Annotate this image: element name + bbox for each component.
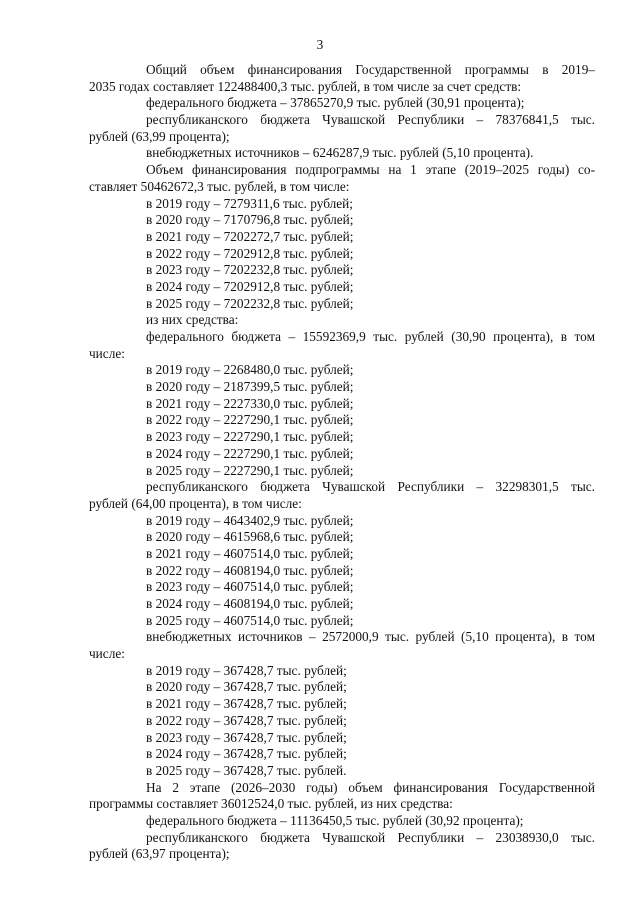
text-line: в 2022 году – 4608194,0 тыс. рублей;: [146, 562, 354, 578]
text-line: рублей (63,99 процента);: [89, 128, 230, 144]
text-line: республиканского бюджета Чувашской Республики – 32298301,5 тыс.: [146, 479, 595, 495]
text-line: в 2022 году – 2227290,1 тыс. рублей;: [146, 412, 354, 428]
text-line: в 2020 году – 367428,7 тыс. рублей;: [146, 679, 347, 695]
text-line: Объем финансирования подпрограммы на 1 этапе (2019–2025 годы) со-: [146, 162, 595, 178]
document-body: [89, 62, 595, 863]
text-line: в 2021 году – 7202272,7 тыс. рублей;: [146, 228, 354, 244]
text-line: числе:: [89, 345, 125, 361]
text-line: в 2024 году – 7202912,8 тыс. рублей;: [146, 278, 354, 294]
text-line: в 2021 году – 2227330,0 тыс. рублей;: [146, 395, 354, 411]
text-line: из них средства:: [146, 312, 239, 328]
text-line: в 2025 году – 4607514,0 тыс. рублей;: [146, 612, 354, 628]
text-line: в 2019 году – 4643402,9 тыс. рублей;: [146, 512, 354, 528]
text-line: в 2023 году – 367428,7 тыс. рублей;: [146, 729, 347, 745]
text-line: программы составляет 36012524,0 тыс. рублей, из них средства:: [89, 796, 453, 812]
text-line: в 2019 году – 7279311,6 тыс. рублей;: [146, 195, 353, 211]
text-line: в 2025 году – 367428,7 тыс. рублей.: [146, 762, 347, 778]
text-line: республиканского бюджета Чувашской Республики – 78376841,5 тыс.: [146, 112, 595, 128]
text-line: рублей (63,97 процента);: [89, 846, 230, 862]
text-line: в 2023 году – 2227290,1 тыс. рублей;: [146, 429, 354, 445]
text-line: ставляет 50462672,3 тыс. рублей, в том числе:: [89, 178, 350, 194]
text-line: в 2024 году – 4608194,0 тыс. рублей;: [146, 596, 354, 611]
text-line: в 2024 году – 367428,7 тыс. рублей;: [146, 746, 347, 762]
text-line: На 2 этапе (2026–2030 годы) объем финансирования Государственной: [146, 779, 595, 795]
text-line: в 2019 году – 367428,7 тыс. рублей;: [146, 662, 347, 678]
text-line: в 2020 году – 4615968,6 тыс. рублей;: [146, 529, 354, 545]
text-line: в 2020 году – 2187399,5 тыс. рублей;: [146, 379, 354, 395]
text-line: Общий объем финансирования Государственной программы в 2019–: [146, 62, 595, 77]
text-line: числе:: [89, 646, 125, 662]
text-line: федерального бюджета – 37865270,9 тыс. рублей (30,91 процента);: [146, 95, 525, 111]
text-line: в 2025 году – 7202232,8 тыс. рублей;: [146, 295, 354, 311]
text-line: внебюджетных источников – 2572000,9 тыс. рублей (5,10 процента), в том: [146, 629, 595, 645]
text-line: в 2022 году – 367428,7 тыс. рублей;: [146, 712, 347, 728]
text-line: в 2020 году – 7170796,8 тыс. рублей;: [146, 212, 354, 228]
text-line: в 2019 году – 2268480,0 тыс. рублей;: [146, 362, 354, 378]
text-line: в 2023 году – 4607514,0 тыс. рублей;: [146, 579, 354, 595]
text-line: в 2024 году – 2227290,1 тыс. рублей;: [146, 445, 354, 461]
text-line: республиканского бюджета Чувашской Республики – 23038930,0 тыс.: [146, 829, 595, 845]
text-line: в 2021 году – 4607514,0 тыс. рублей;: [146, 545, 354, 561]
page-number: 3: [316, 37, 324, 52]
text-line: в 2022 году – 7202912,8 тыс. рублей;: [146, 245, 354, 261]
text-line: рублей (64,00 процента), в том числе:: [89, 495, 302, 511]
text-line: внебюджетных источников – 6246287,9 тыс. рублей (5,10 процента).: [146, 145, 534, 161]
text-line: в 2023 году – 7202232,8 тыс. рублей;: [146, 262, 354, 278]
text-line: в 2021 году – 367428,7 тыс. рублей;: [146, 696, 347, 712]
text-line: федерального бюджета – 15592369,9 тыс. рублей (30,90 процента), в том: [146, 329, 595, 344]
text-line: федерального бюджета – 11136450,5 тыс. рублей (30,92 процента);: [146, 812, 524, 828]
text-line: 2035 годах составляет 122488400,3 тыс. рублей, в том числе за счет средств:: [89, 78, 522, 94]
text-line: в 2025 году – 2227290,1 тыс. рублей;: [146, 462, 354, 478]
